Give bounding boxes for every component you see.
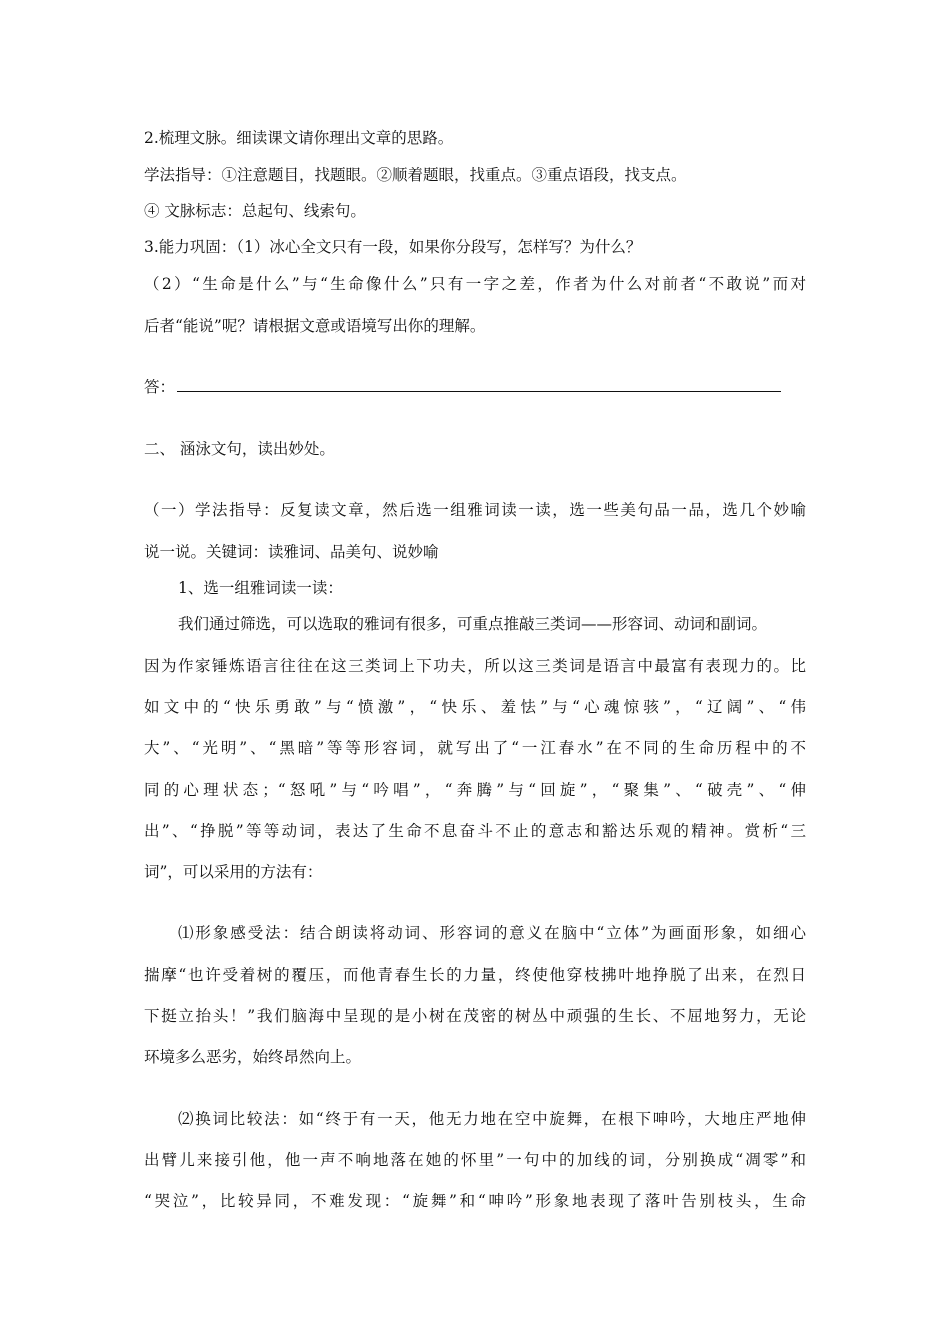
paragraph-3-line: ⑵换词比较法：如“终于有一天，他无力地在空中旋舞，在根下呻吟，大地庄严地伸 [178,1110,806,1128]
subsection-1-heading: 1、选一组雅词读一读： [178,579,343,597]
section-heading-3: 3.能力巩固：（1）冰心全文只有一段，如果你分段写，怎样写？为什么？ [144,238,642,256]
question-2-line-2: 后者“能说”呢？请根据文意或语境写出你的理解。 [144,317,486,335]
section-heading-2: 2.梳理文脉。细读课文请你理出文章的思路。 [144,129,454,147]
paragraph-2-line: ⑴形象感受法：结合朗读将动词、形容词的意义在脑中“立体”为画面形象，如细心 [178,924,806,942]
text-markers: ④ 文脉标志：总起句、线索句。 [144,202,366,220]
paragraph-2-line: 揣摩“也许受着树的覆压，而他青春生长的力量，终使他穿枝拂叶地挣脱了出来，在烈日 [144,966,806,984]
paragraph-1-line: 词”，可以采用的方法有： [144,863,323,881]
method-guide-1-line-2: 说一说。关键词：读雅词、品美句、说妙喻 [144,543,439,561]
question-2-line-1: （2）“生命是什么”与“生命像什么”只有一字之差，作者为什么对前者“不敢说”而对 [144,275,806,293]
method-guide-1-line-1: （一）学法指导：反复读文章，然后选一组雅词读一读，选一些美句品一品，选几个妙喻 [144,501,806,519]
answer-label: 答： [144,378,176,396]
paragraph-1-line: 如文中的“快乐勇敢”与“愤激”，“快乐、羞怯”与“心魂惊骇”，“辽阔”、“伟 [144,698,806,716]
paragraph-1-line: 同的心理状态；“怒吼”与“吟唱”，“奔腾”与“回旋”，“聚集”、“破壳”、“伸 [144,781,806,799]
method-guide: 学法指导：①注意题目，找题眼。②顺着题眼，找重点。③重点语段，找支点。 [144,166,687,184]
paragraph-3-line: 出臂儿来接引他，他一声不响地落在她的怀里”一句中的加线的词，分别换成“凋零”和 [144,1151,806,1169]
part-2-heading: 二、 涵泳文句，读出妙处。 [144,440,335,458]
paragraph-1-line: 因为作家锤炼语言往往在这三类词上下功夫，所以这三类词是语言中最富有表现力的。比 [144,657,806,675]
paragraph-3-line: “哭泣”，比较异同，不难发现：“旋舞”和“呻吟”形象地表现了落叶告别枝头，生命 [144,1192,806,1210]
paragraph-2-line: 下挺立抬头！”我们脑海中呈现的是小树在茂密的树丛中顽强的生长、不屈地努力，无论 [144,1007,806,1025]
answer-row [144,377,781,397]
paragraph-1-line: 我们通过筛选，可以选取的雅词有很多，可重点推敲三类词——形容词、动词和副词。 [178,615,768,633]
paragraph-1-line: 出”、“挣脱”等等动词，表达了生命不息奋斗不止的意志和豁达乐观的精神。赏析“三 [144,822,806,840]
paragraph-1-line: 大”、“光明”、“黑暗”等等形容词，就写出了“一江春水”在不同的生命历程中的不 [144,739,806,757]
paragraph-2-line: 环境多么恶劣，始终昂然向上。 [144,1048,362,1066]
answer-blank-line[interactable] [177,377,781,392]
